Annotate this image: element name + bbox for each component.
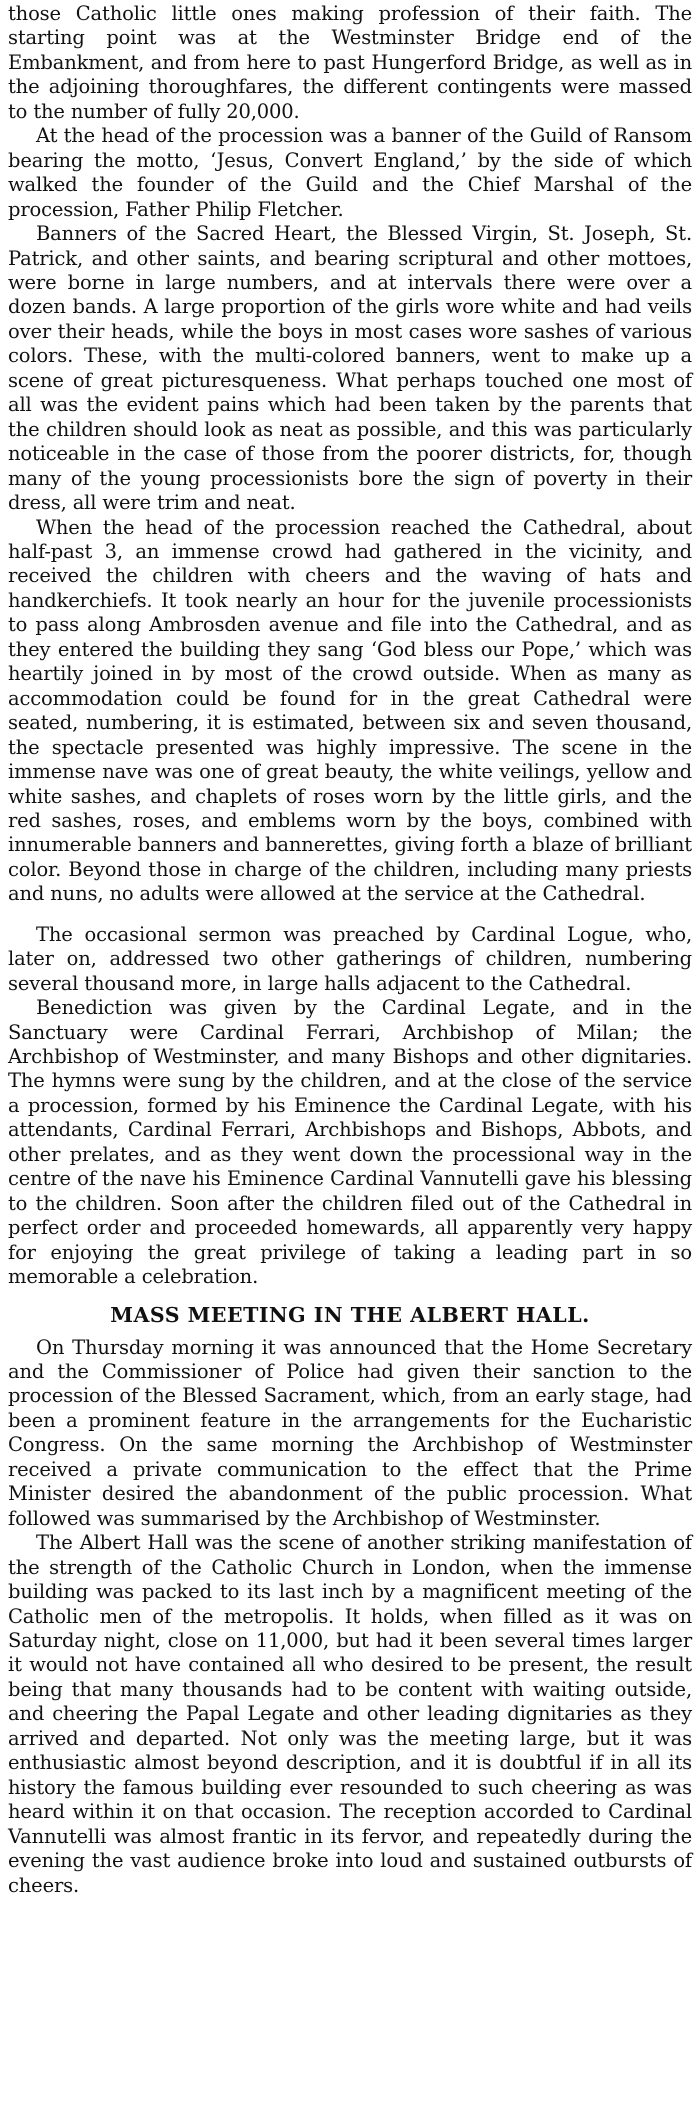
section-paragraph-1: On Thursday morning it was announced that the Home Secretary and the Commissioner of Police had given their sanction to the procession of the Blessed Sacrament, which, from an early stage, had been a prominent feature in the arrangements for the Eucharistic Congress. On the same morning the Archbishop of Westminster received a private communication to the effect that the Prime Minister desired the abandonment of the public procession. What followed was summarised by the Archbishop of Westminster. [8,1335,692,1530]
section-paragraph-2: The Albert Hall was the scene of another striking manifestation of the strength of the Catholic Church in London, when the immense building was packed to its last inch by a magnificent meeting of the Catholic men of the metropolis. It holds, when filled as it was on Saturday night, close on 11,000, but had it been several times larger it would not have contained all who desired to be present, the result being that many thousands had to be content with waiting outside, and cheering the Papal Legate and other leading dignitaries as they arrived and departed. Not only was the meeting large, but it was enthusiastic almost beyond description, and it is doubtful if in all its history the famous building ever resounded to such cheering as was heard within it on that occasion. The reception accorded to Cardinal Vannutelli was almost frantic in its fervor, and repeatedly during the evening the vast audience broke into loud and sustained outbursts of cheers. [8,1531,692,1897]
paragraph-6: Benediction was given by the Cardinal Legate, and in the Sanctuary were Cardinal Ferrari, Archbishop of Milan; the Archbishop of Westminster, and many Bishops and other dignitaries. The hymns were sung by the children, and at the close of the service a procession, formed by his Eminence the Cardinal Legate, with his attendants, Cardinal Ferrari, Archbishops and Bishops, Abbots, and other prelates, and as they went down the processional way in the centre of the nave his Eminence Cardinal Vannutelli gave his blessing to the children. Soon after the children filed out of the Cathedral in perfect order and proceeded homewards, all apparently very happy for enjoying the great privilege of taking a leading part in so memorable a celebration. [8,996,692,1289]
paragraph-2: At the head of the procession was a banner of the Guild of Ransom bearing the motto, ‘Jesus, Convert England,’ by the side of which walked the founder of the Guild and the Chief Marshal of the procession, Father Philip Fletcher. [8,124,692,221]
paragraph-5: The occasional sermon was preached by Cardinal Logue, who, later on, addressed two other gatherings of children, numbering several thousand more, in large halls adjacent to the Cathedral. [8,922,692,995]
paragraph-3: Banners of the Sacred Heart, the Blessed Virgin, St. Joseph, St. Patrick, and other saints, and bearing scriptural and other mottoes, were borne in large numbers, and at intervals there were over a dozen bands. A large proportion of the girls wore white and had veils over their heads, while the boys in most cases wore sashes of various colors. These, with the multi-colored banners, went to make up a scene of great picturesqueness. What perhaps touched one most of all was the evident pains which had been taken by the parents that the children should look as neat as possible, and this was particularly noticeable in the case of those from the poorer districts, for, though many of the young processionists bore the sign of poverty in their dress, all were trim and neat. [8,222,692,515]
paragraph-1: those Catholic little ones making profession of their faith. The starting point was at the Westminster Bridge end of the Embankment, and from here to past Hungerford Bridge, as well as in the adjoining thoroughfares, the different contingents were massed to the number of fully 20,000. [8,2,692,123]
paragraph-4: When the head of the procession reached the Cathedral, about half-past 3, an immense crowd had gathered in the vicinity, and received the children with cheers and the waving of hats and handkerchiefs. It took nearly an hour for the juvenile processionists to pass along Ambrosden avenue and file into the Cathedral, and as they entered the building they sang ‘God bless our Pope,’ which was heartily joined in by most of the crowd outside. When as many as accommodation could be found for in the great Cathedral were seated, numbering, it is estimated, between six and seven thousand, the spectacle presented was highly impressive. The scene in the immense nave was one of great beauty, the white veilings, yellow and white sashes, and chaplets of roses worn by the little girls, and the red sashes, roses, and emblems worn by the boys, combined with innumerable banners and bannerettes, giving forth a blaze of brilliant color. Beyond those in charge of the children, including many priests and nuns, no adults were allowed at the service at the Cathedral. [8,515,692,906]
section-heading: MASS MEETING IN THE ALBERT HALL. [110,1302,590,1327]
